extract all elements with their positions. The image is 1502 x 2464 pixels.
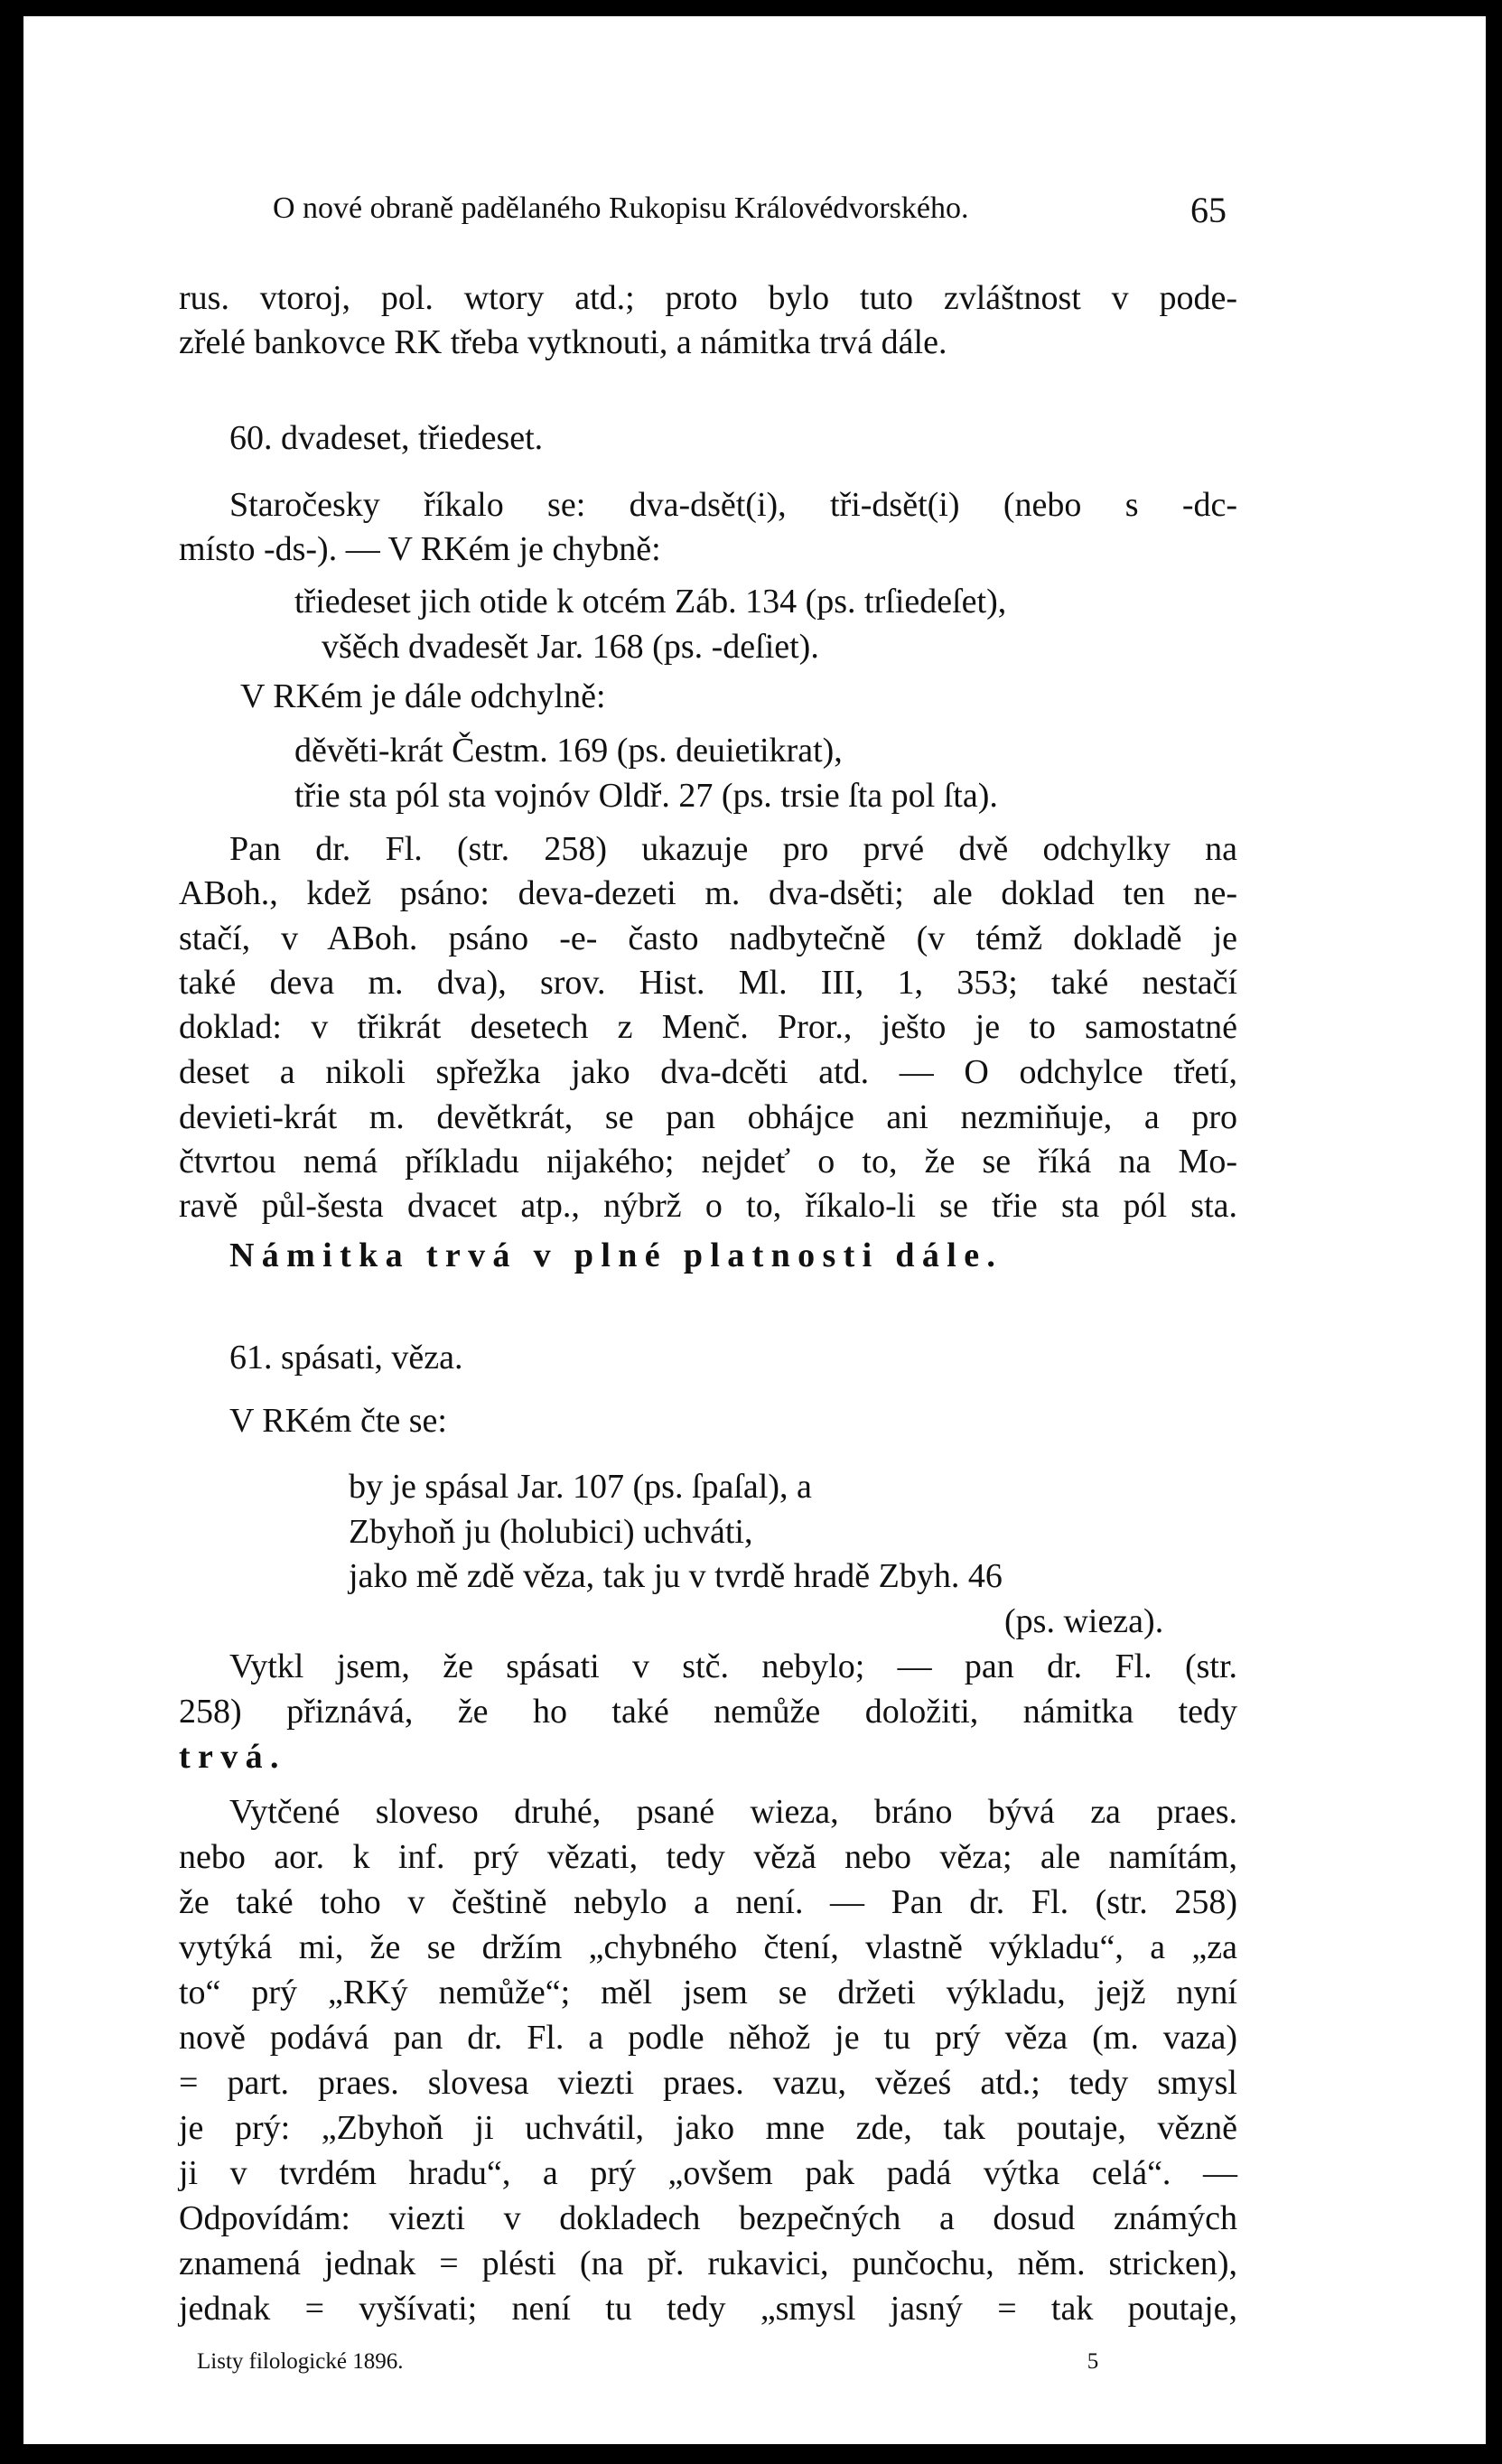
text-line: zřelé bankovce RK třeba vytknouti, a námitka trvá dále. <box>179 323 947 361</box>
page-number: 65 <box>1190 190 1227 230</box>
text-line: že také toho v češtině nebylo a není. — Pan dr. Fl. (str. 258) <box>179 1883 1237 1921</box>
text-line: stačí, v ABoh. psáno -e- často nadbytečně (v témž dokladě je <box>179 919 1237 957</box>
text-line: ji v tvrdém hradu“, a prý „ovšem pak padá výtka celá“. — <box>179 2154 1237 2192</box>
text-line: Pan dr. Fl. (str. 258) ukazuje pro prvé dvě odchylky na <box>229 830 1237 868</box>
scan-border-bottom <box>0 2444 1502 2464</box>
book-page <box>27 18 1481 2444</box>
text-line-emphasis: Námitka trvá v plné platnosti dále. <box>229 1237 1003 1274</box>
text-line: doklad: v třikrát desetech z Menč. Pror., ješto je to samostatné <box>179 1008 1237 1046</box>
text-line: devieti-krát m. devětkrát, se pan obhájce ani nezmiňuje, a pro <box>179 1098 1237 1136</box>
text-line: čtvrtou nemá příkladu nijakého; nejdeť o to, že se říká na Mo- <box>179 1143 1237 1181</box>
quoted-line: jako mě zdě věza, tak ju v tvrdě hradě Zbyh. 46 <box>349 1557 1003 1595</box>
text-line: nebo aor. k inf. prý vězati, tedy věză nebo věza; ale namítám, <box>179 1838 1237 1876</box>
quoted-line: Zbyhoň ju (holubici) uchváti, <box>349 1513 753 1551</box>
text-line: nově podává pan dr. Fl. a podle něhož je tu prý věza (m. vaza) <box>179 2019 1237 2057</box>
section-heading-61: 61. spásati, věza. <box>229 1339 463 1377</box>
text-line: jednak = vyšívati; není tu tedy „smysl jasný = tak poutaje, <box>179 2290 1237 2328</box>
text-line: znamená jednak = plésti (na př. rukavici, punčochu, něm. stricken), <box>179 2245 1237 2282</box>
text-line: je prý: „Zbyhoň ji uchvátil, jako mne zde, tak poutaje, vězně <box>179 2109 1237 2147</box>
text-line: Odpovídám: viezti v dokladech bezpečných a dosud známých <box>179 2199 1237 2237</box>
text-line: to“ prý „RKý nemůže“; měl jsem se držeti výkladu, jejž nyní <box>179 1974 1237 2011</box>
text-line: ravě půl-šesta dvacet atp., nýbrž o to, říkalo-li se třie sta pól sta. <box>179 1187 1237 1225</box>
text-line: místo -ds-). — V RKém je chybně: <box>179 530 661 568</box>
text-line: 258) přiznává, že ho také nemůže doložiti, námitka tedy <box>179 1693 1237 1731</box>
text-line: Vytčené sloveso druhé, psané wieza, bráno bývá za praes. <box>229 1793 1237 1831</box>
scan-border-left <box>0 0 23 2464</box>
text-line: vytýká mi, že se držím „chybného čtení, vlastně výkladu“, a „za <box>179 1928 1237 1966</box>
sheet-number: 5 <box>1087 2349 1099 2374</box>
signature-mark: Listy filologické 1896. <box>197 2349 404 2374</box>
quoted-line: by je spásal Jar. 107 (ps. ſpaſal), a <box>349 1468 812 1506</box>
text-line: Vytkl jsem, že spásati v stč. nebylo; — pan dr. Fl. (str. <box>229 1647 1237 1685</box>
text-line: V RKém je dále odchylně: <box>240 677 606 715</box>
section-heading-60: 60. dvadeset, třiedeset. <box>229 419 544 457</box>
text-line: = part. praes. slovesa viezti praes. vazu, věześ atd.; tedy smysl <box>179 2064 1237 2102</box>
text-line: rus. vtoroj, pol. wtory atd.; proto bylo tuto zvláštnost v pode- <box>179 279 1237 317</box>
scan-border-top <box>0 0 1502 16</box>
text-line: V RKém čte se: <box>229 1402 447 1440</box>
scan-border-right <box>1486 0 1502 2464</box>
text-line: ABoh., kdež psáno: deva-dezeti m. dva-dsěti; ale doklad ten ne- <box>179 874 1237 912</box>
quoted-line: všěch dvadesět Jar. 168 (ps. -deſiet). <box>322 628 819 666</box>
quoted-line: děvěti-krát Čestm. 169 (ps. deuietikrat), <box>294 732 843 770</box>
text-line: trvá. <box>179 1738 286 1776</box>
text-line: Staročesky říkalo se: dva-dsět(i), tři-dsět(i) (nebo s -dc- <box>229 486 1237 524</box>
running-title: O nové obraně padělaného Rukopisu Královédvorského. <box>273 191 969 225</box>
quoted-line: (ps. wieza). <box>1004 1602 1164 1640</box>
text-line: také deva m. dva), srov. Hist. Ml. III, 1, 353; také nestačí <box>179 964 1237 1002</box>
quoted-line: třiedeset jich otide k otcém Záb. 134 (ps. trſiedeſet), <box>294 583 1007 621</box>
quoted-line: třie sta pól sta vojnóv Oldř. 27 (ps. trsie ſta pol ſta). <box>294 777 998 815</box>
text-line: deset a nikoli spřežka jako dva-dcěti atd. — O odchylce třetí, <box>179 1053 1237 1091</box>
